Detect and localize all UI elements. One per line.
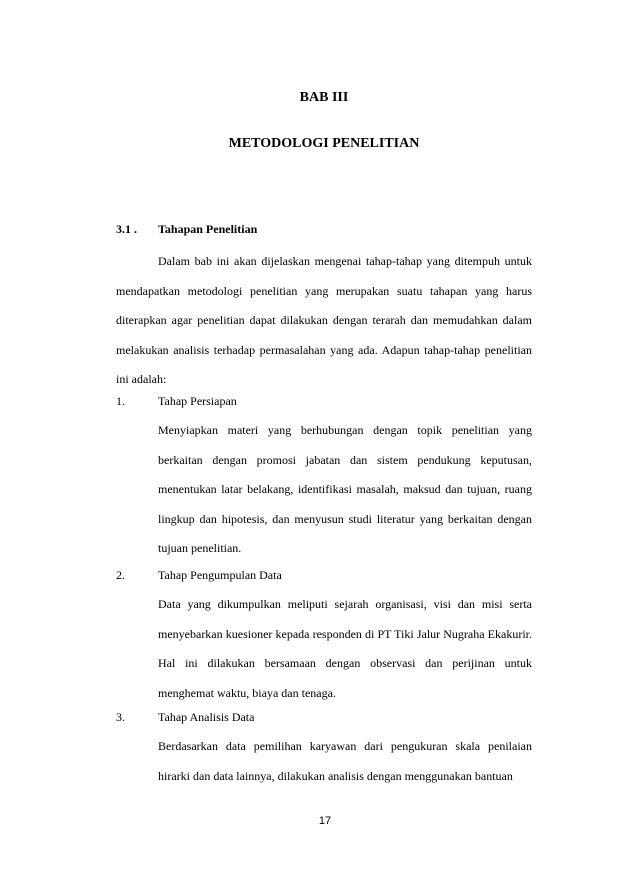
step-title: Tahap Analisis Data bbox=[158, 710, 255, 724]
step-number: 1. bbox=[116, 394, 125, 408]
section-number: 3.1 . bbox=[116, 222, 137, 236]
step-heading-2 bbox=[116, 568, 532, 583]
step-paragraph-1: Menyiapkan materi yang berhubungan dengan topik penelitian yang berkaitan dengan promosi jabatan dan sistem pendukung keputusan, menentukan latar belakang, identifikasi masalah, maksud dan tujuan, ruang lingkup dan hipotesis, dan menyusun studi literatur yang berkaitan dengan tujuan penelitian. bbox=[158, 423, 532, 555]
step-number: 2. bbox=[116, 568, 125, 582]
step-heading-1 bbox=[116, 394, 532, 409]
step-title: Tahap Persiapan bbox=[158, 394, 237, 408]
intro-paragraph: Dalam bab ini akan dijelaskan mengenai tahap-tahap yang ditempuh untuk mendapatkan metodologi penelitian yang merupakan suatu tahapan yang harus diterapkan agar penelitian dapat dilakukan dengan terarah dan memudahkan dalam melakukan analisis terhadap permasalahan yang ada. Adapun tahap-tahap penelitian ini adalah: bbox=[116, 254, 532, 386]
step-heading-3 bbox=[116, 710, 532, 725]
step-title: Tahap Pengumpulan Data bbox=[158, 568, 282, 582]
section-title: Tahapan Penelitian bbox=[158, 222, 258, 236]
step-paragraph-2: Data yang dikumpulkan meliputi sejarah organisasi, visi dan misi serta menyebarkan kuesioner kepada responden di PT Tiki Jalur Nugraha Ekakurir. Hal ini dilakukan bersamaan dengan observasi dan perijinan untuk menghemat waktu, biaya dan tenaga. bbox=[158, 597, 532, 700]
step-number: 3. bbox=[116, 710, 125, 724]
step-paragraph-3: Berdasarkan data pemilihan karyawan dari pengukuran skala penilaian hirarki dan data lainnya, dilakukan analisis dengan menggunakan bantuan bbox=[158, 739, 532, 783]
chapter-label: BAB III bbox=[299, 90, 349, 105]
section-heading bbox=[116, 222, 257, 237]
page-number: 17 bbox=[318, 815, 332, 827]
chapter-title: METODOLOGI PENELITIAN bbox=[228, 136, 420, 151]
